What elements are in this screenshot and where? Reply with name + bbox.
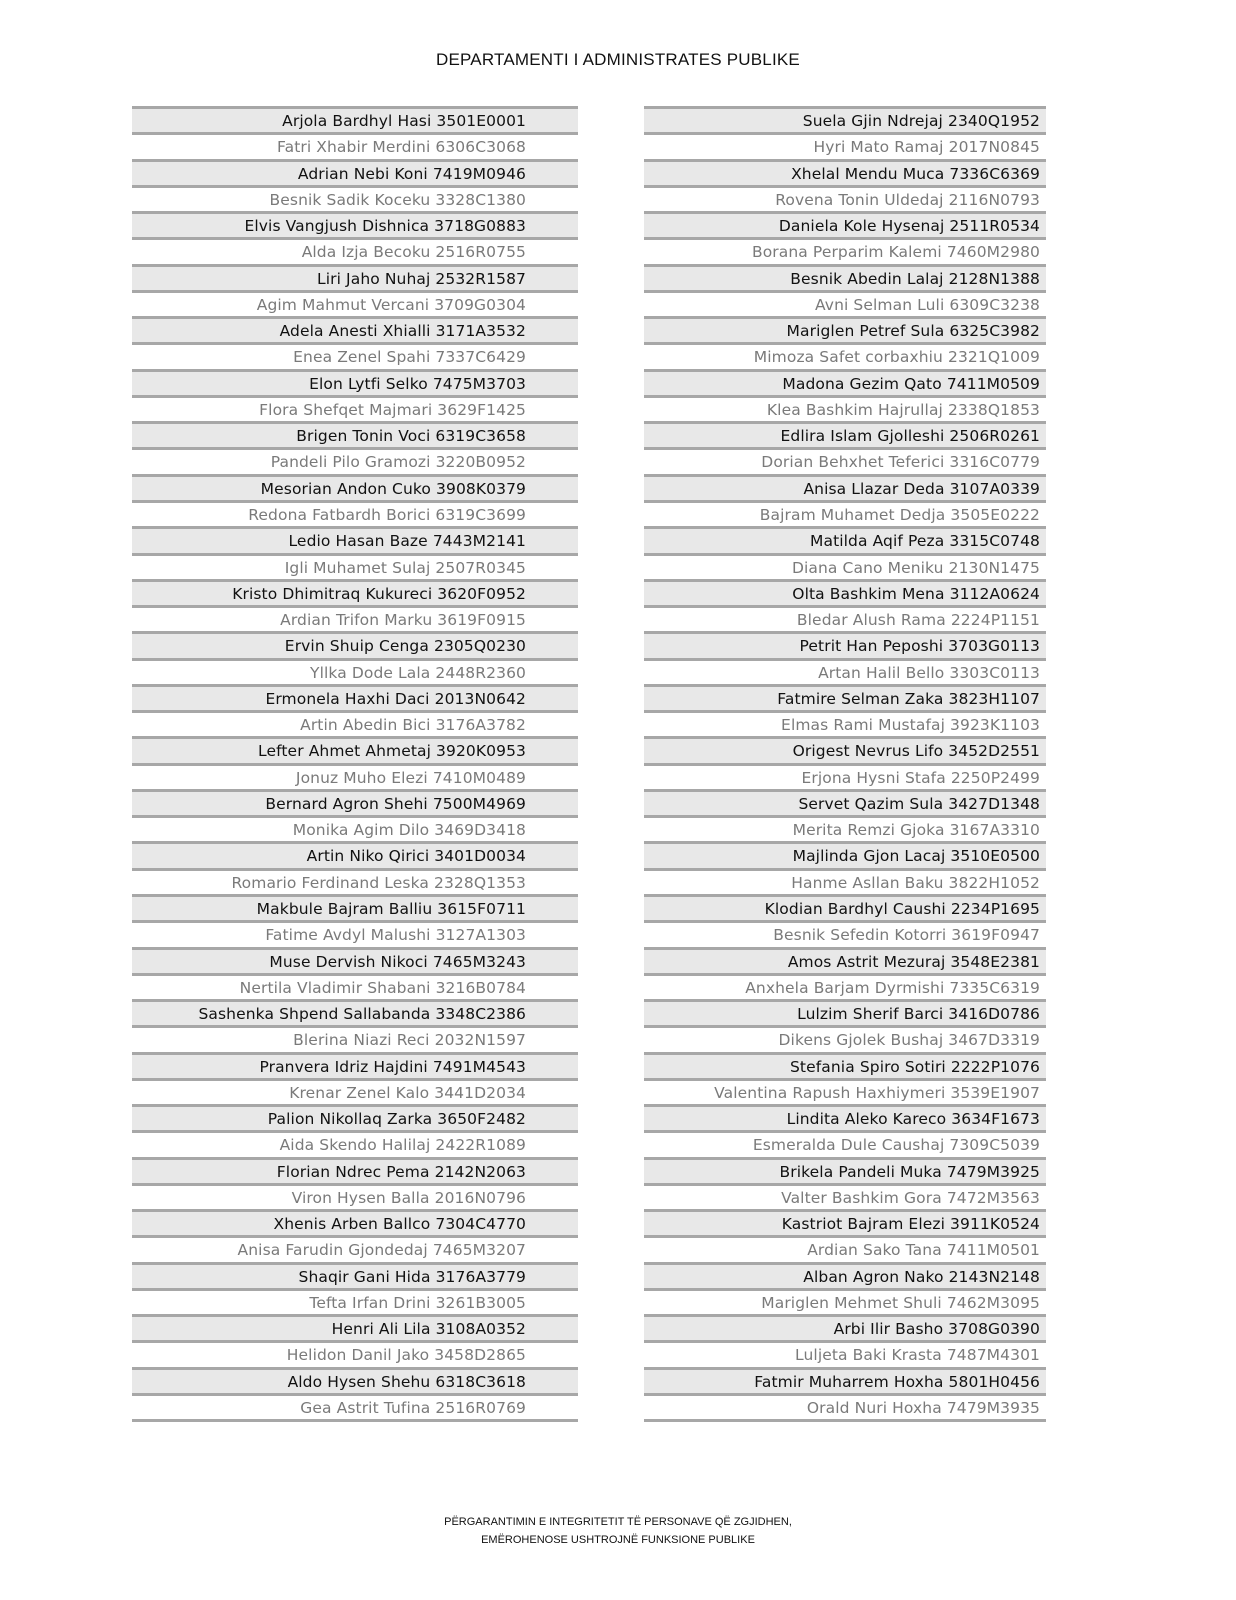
footer-line-1: PËRGARANTIMIN E INTEGRITETIT TË PERSONAVE QË ZGJIDHEN, bbox=[444, 1516, 792, 1528]
list-item: Besnik Abedin Lalaj 2128N1388 bbox=[644, 264, 1046, 290]
list-item: Lulzim Sherif Barci 3416D0786 bbox=[644, 999, 1046, 1025]
list-item: Hanme Asllan Baku 3822H1052 bbox=[644, 868, 1046, 894]
list-item: Petrit Han Peposhi 3703G0113 bbox=[644, 631, 1046, 657]
list-item: Bledar Alush Rama 2224P1151 bbox=[644, 605, 1046, 631]
list-item: Mesorian Andon Cuko 3908K0379 bbox=[132, 474, 578, 500]
list-item: Alda Izja Becoku 2516R0755 bbox=[132, 237, 578, 263]
list-item: Liri Jaho Nuhaj 2532R1587 bbox=[132, 264, 578, 290]
list-item: Kastriot Bajram Elezi 3911K0524 bbox=[644, 1209, 1046, 1235]
list-item: Klea Bashkim Hajrullaj 2338Q1853 bbox=[644, 395, 1046, 421]
list-item: Fatri Xhabir Merdini 6306C3068 bbox=[132, 132, 578, 158]
list-item: Ledio Hasan Baze 7443M2141 bbox=[132, 526, 578, 552]
list-item: Suela Gjin Ndrejaj 2340Q1952 bbox=[644, 106, 1046, 132]
list-item: Helidon Danil Jako 3458D2865 bbox=[132, 1340, 578, 1366]
list-item: Redona Fatbardh Borici 6319C3699 bbox=[132, 500, 578, 526]
list-item: Pranvera Idriz Hajdini 7491M4543 bbox=[132, 1052, 578, 1078]
list-item: Florian Ndrec Pema 2142N2063 bbox=[132, 1157, 578, 1183]
list-item: Erjona Hysni Stafa 2250P2499 bbox=[644, 763, 1046, 789]
list-item: Stefania Spiro Sotiri 2222P1076 bbox=[644, 1052, 1046, 1078]
list-item: Agim Mahmut Vercani 3709G0304 bbox=[132, 290, 578, 316]
list-item: Servet Qazim Sula 3427D1348 bbox=[644, 789, 1046, 815]
list-item: Aldo Hysen Shehu 6318C3618 bbox=[132, 1367, 578, 1393]
list-item: Avni Selman Luli 6309C3238 bbox=[644, 290, 1046, 316]
list-item: Valter Bashkim Gora 7472M3563 bbox=[644, 1183, 1046, 1209]
list-item: Palion Nikollaq Zarka 3650F2482 bbox=[132, 1104, 578, 1130]
list-item: Fatime Avdyl Malushi 3127A1303 bbox=[132, 920, 578, 946]
list-item: Madona Gezim Qato 7411M0509 bbox=[644, 369, 1046, 395]
list-item: Nertila Vladimir Shabani 3216B0784 bbox=[132, 973, 578, 999]
list-item: Orald Nuri Hoxha 7479M3935 bbox=[644, 1393, 1046, 1419]
list-item: Yllka Dode Lala 2448R2360 bbox=[132, 658, 578, 684]
list-item: Klodian Bardhyl Caushi 2234P1695 bbox=[644, 894, 1046, 920]
list-item: Besnik Sadik Koceku 3328C1380 bbox=[132, 185, 578, 211]
list-item: Elon Lytfi Selko 7475M3703 bbox=[132, 369, 578, 395]
list-item: Adrian Nebi Koni 7419M0946 bbox=[132, 159, 578, 185]
right-name-column bbox=[644, 106, 1046, 1422]
list-item: Hyri Mato Ramaj 2017N0845 bbox=[644, 132, 1046, 158]
list-item: Lefter Ahmet Ahmetaj 3920K0953 bbox=[132, 736, 578, 762]
list-item: Aida Skendo Halilaj 2422R1089 bbox=[132, 1130, 578, 1156]
list-item: Elmas Rami Mustafaj 3923K1103 bbox=[644, 710, 1046, 736]
list-item: Blerina Niazi Reci 2032N1597 bbox=[132, 1025, 578, 1051]
list-item: Matilda Aqif Peza 3315C0748 bbox=[644, 526, 1046, 552]
list-item: Krenar Zenel Kalo 3441D2034 bbox=[132, 1078, 578, 1104]
list-item: Artin Abedin Bici 3176A3782 bbox=[132, 710, 578, 736]
list-item: Ervin Shuip Cenga 2305Q0230 bbox=[132, 631, 578, 657]
list-item: Mariglen Mehmet Shuli 7462M3095 bbox=[644, 1288, 1046, 1314]
list-item: Xhenis Arben Ballco 7304C4770 bbox=[132, 1209, 578, 1235]
list-item: Ermonela Haxhi Daci 2013N0642 bbox=[132, 684, 578, 710]
list-item: Anisa Llazar Deda 3107A0339 bbox=[644, 474, 1046, 500]
list-item: Bernard Agron Shehi 7500M4969 bbox=[132, 789, 578, 815]
list-item: Besnik Sefedin Kotorri 3619F0947 bbox=[644, 920, 1046, 946]
list-item: Esmeralda Dule Caushaj 7309C5039 bbox=[644, 1130, 1046, 1156]
list-item: Diana Cano Meniku 2130N1475 bbox=[644, 553, 1046, 579]
list-item: Ardian Sako Tana 7411M0501 bbox=[644, 1235, 1046, 1261]
list-item: Sashenka Shpend Sallabanda 3348C2386 bbox=[132, 999, 578, 1025]
list-item: Viron Hysen Balla 2016N0796 bbox=[132, 1183, 578, 1209]
list-item: Mimoza Safet corbaxhiu 2321Q1009 bbox=[644, 342, 1046, 368]
list-item: Valentina Rapush Haxhiymeri 3539E1907 bbox=[644, 1078, 1046, 1104]
list-item: Borana Perparim Kalemi 7460M2980 bbox=[644, 237, 1046, 263]
list-item: Mariglen Petref Sula 6325C3982 bbox=[644, 316, 1046, 342]
list-item: Brikela Pandeli Muka 7479M3925 bbox=[644, 1157, 1046, 1183]
list-item: Fatmire Selman Zaka 3823H1107 bbox=[644, 684, 1046, 710]
footer bbox=[0, 1513, 1236, 1549]
list-item: Luljeta Baki Krasta 7487M4301 bbox=[644, 1340, 1046, 1366]
list-item: Flora Shefqet Majmari 3629F1425 bbox=[132, 395, 578, 421]
list-item: Rovena Tonin Uldedaj 2116N0793 bbox=[644, 185, 1046, 211]
list-item: Majlinda Gjon Lacaj 3510E0500 bbox=[644, 841, 1046, 867]
list-item: Arjola Bardhyl Hasi 3501E0001 bbox=[132, 106, 578, 132]
list-item: Kristo Dhimitraq Kukureci 3620F0952 bbox=[132, 579, 578, 605]
list-item: Henri Ali Lila 3108A0352 bbox=[132, 1314, 578, 1340]
page-title: DEPARTAMENTI I ADMINISTRATES PUBLIKE bbox=[436, 50, 800, 69]
list-item: Jonuz Muho Elezi 7410M0489 bbox=[132, 763, 578, 789]
list-item: Xhelal Mendu Muca 7336C6369 bbox=[644, 159, 1046, 185]
list-item: Pandeli Pilo Gramozi 3220B0952 bbox=[132, 447, 578, 473]
list-item: Origest Nevrus Lifo 3452D2551 bbox=[644, 736, 1046, 762]
list-item: Lindita Aleko Kareco 3634F1673 bbox=[644, 1104, 1046, 1130]
list-item: Brigen Tonin Voci 6319C3658 bbox=[132, 421, 578, 447]
list-item: Ardian Trifon Marku 3619F0915 bbox=[132, 605, 578, 631]
list-item: Monika Agim Dilo 3469D3418 bbox=[132, 815, 578, 841]
list-item: Dikens Gjolek Bushaj 3467D3319 bbox=[644, 1025, 1046, 1051]
list-item: Gea Astrit Tufina 2516R0769 bbox=[132, 1393, 578, 1419]
list-item: Romario Ferdinand Leska 2328Q1353 bbox=[132, 868, 578, 894]
list-item: Anisa Farudin Gjondedaj 7465M3207 bbox=[132, 1235, 578, 1261]
list-item: Olta Bashkim Mena 3112A0624 bbox=[644, 579, 1046, 605]
list-item: Merita Remzi Gjoka 3167A3310 bbox=[644, 815, 1046, 841]
list-item: Makbule Bajram Balliu 3615F0711 bbox=[132, 894, 578, 920]
list-item: Daniela Kole Hysenaj 2511R0534 bbox=[644, 211, 1046, 237]
list-item: Artan Halil Bello 3303C0113 bbox=[644, 658, 1046, 684]
list-item: Adela Anesti Xhialli 3171A3532 bbox=[132, 316, 578, 342]
list-item: Anxhela Barjam Dyrmishi 7335C6319 bbox=[644, 973, 1046, 999]
left-name-column bbox=[132, 106, 578, 1422]
footer-line-2: EMËROHENOSE USHTROJNË FUNKSIONE PUBLIKE bbox=[481, 1534, 755, 1546]
list-item: Dorian Behxhet Teferici 3316C0779 bbox=[644, 447, 1046, 473]
list-item: Artin Niko Qirici 3401D0034 bbox=[132, 841, 578, 867]
list-item: Bajram Muhamet Dedja 3505E0222 bbox=[644, 500, 1046, 526]
list-item: Tefta Irfan Drini 3261B3005 bbox=[132, 1288, 578, 1314]
list-item: Enea Zenel Spahi 7337C6429 bbox=[132, 342, 578, 368]
list-item: Amos Astrit Mezuraj 3548E2381 bbox=[644, 947, 1046, 973]
list-item: Arbi Ilir Basho 3708G0390 bbox=[644, 1314, 1046, 1340]
list-item: Muse Dervish Nikoci 7465M3243 bbox=[132, 947, 578, 973]
list-item: Elvis Vangjush Dishnica 3718G0883 bbox=[132, 211, 578, 237]
list-item: Igli Muhamet Sulaj 2507R0345 bbox=[132, 553, 578, 579]
list-item: Fatmir Muharrem Hoxha 5801H0456 bbox=[644, 1367, 1046, 1393]
list-item: Alban Agron Nako 2143N2148 bbox=[644, 1262, 1046, 1288]
list-item: Shaqir Gani Hida 3176A3779 bbox=[132, 1262, 578, 1288]
list-item: Edlira Islam Gjolleshi 2506R0261 bbox=[644, 421, 1046, 447]
